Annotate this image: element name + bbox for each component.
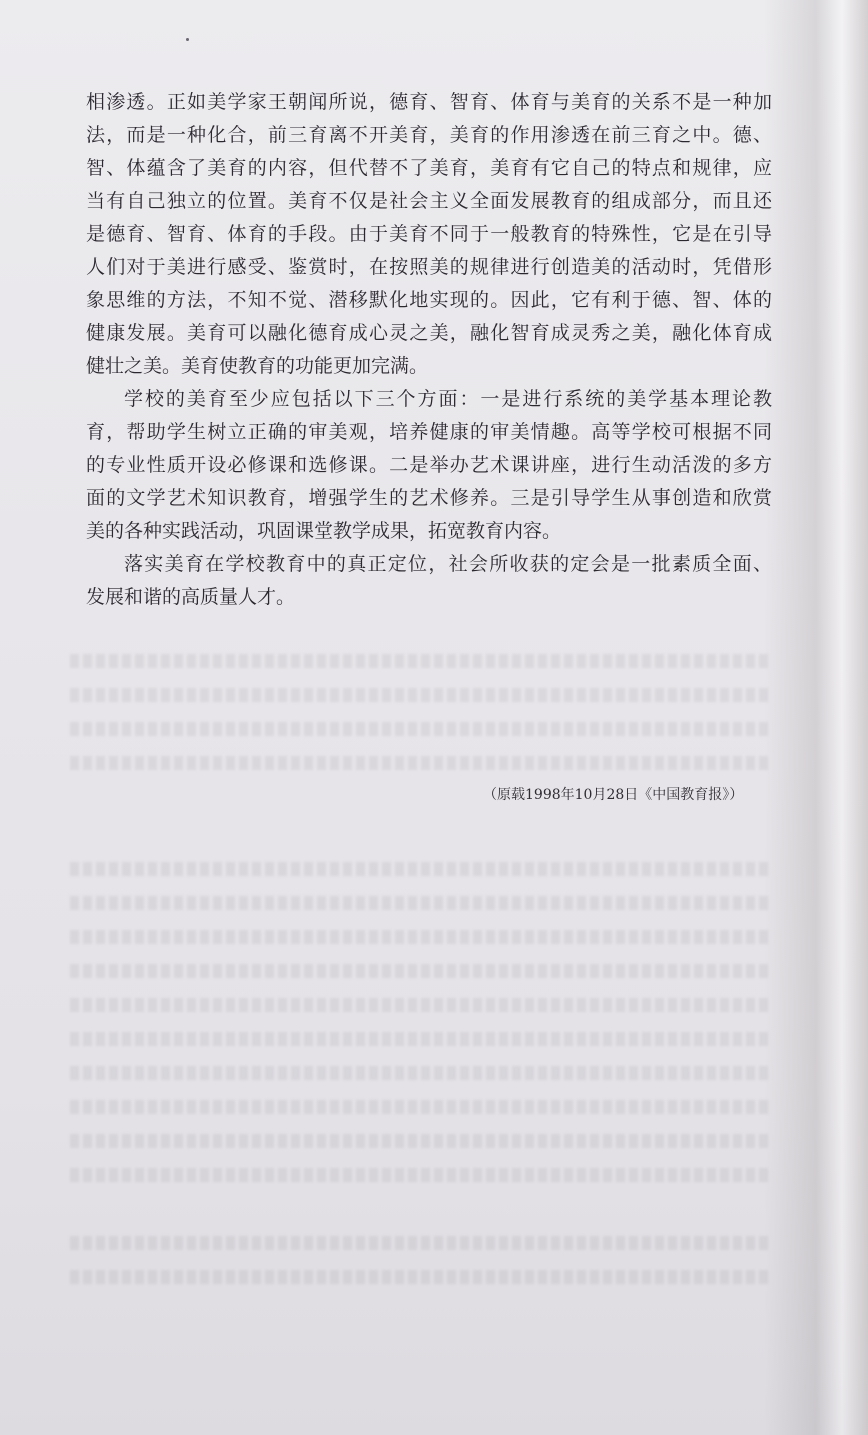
body-text	[86, 86, 772, 614]
text-line: 健壮之美。美育使教育的功能更加完满。	[86, 355, 429, 377]
bleed-through	[70, 688, 770, 702]
bleed-through	[70, 1066, 770, 1080]
text-line: 象思维的方法，不知不觉、潜移默化地实现的。因此，它有利于德、智、体的	[86, 289, 772, 311]
text-line: 相渗透。正如美学家王朝闻所说，德育、智育、体育与美育的关系不是一种加	[86, 91, 772, 113]
bleed-through	[70, 998, 770, 1012]
bleed-through	[70, 1032, 770, 1046]
text-line: 落实美育在学校教育中的真正定位，社会所收获的定会是一批素质全面、	[124, 553, 772, 575]
text-line: 发展和谐的高质量人才。	[86, 586, 296, 608]
source-note: （原载1998年10月28日《中国教育报》）	[483, 787, 744, 803]
text-line: 面的文学艺术知识教育，增强学生的艺术修养。三是引导学生从事创造和欣赏	[86, 487, 772, 509]
text-line: 育，帮助学生树立正确的审美观，培养健康的审美情趣。高等学校可根据不同	[86, 421, 772, 443]
bleed-through	[70, 964, 770, 978]
bleed-through	[70, 1236, 770, 1250]
bleed-through	[70, 1168, 770, 1182]
text-line: 人们对于美进行感受、鉴赏时，在按照美的规律进行创造美的活动时，凭借形	[86, 256, 772, 278]
bleed-through	[70, 654, 770, 668]
text-line: 健康发展。美育可以融化德育成心灵之美，融化智育成灵秀之美，融化体育成	[86, 322, 772, 344]
speck	[186, 38, 189, 41]
bleed-through	[70, 722, 770, 736]
text-line: 的专业性质开设必修课和选修课。二是举办艺术课讲座，进行生动活泼的多方	[86, 454, 772, 476]
text-line: 是德育、智育、体育的手段。由于美育不同于一般教育的特殊性，它是在引导	[86, 223, 772, 245]
bleed-through	[70, 1100, 770, 1114]
bleed-through	[70, 862, 770, 876]
bleed-through	[70, 896, 770, 910]
text-line: 学校的美育至少应包括以下三个方面：一是进行系统的美学基本理论教	[124, 388, 772, 410]
text-line: 美的各种实践活动，巩固课堂教学成果，拓宽教育内容。	[86, 520, 562, 542]
paragraph	[86, 548, 772, 614]
bleed-through	[70, 1134, 770, 1148]
paragraph	[86, 86, 772, 383]
text-line: 当有自己独立的位置。美育不仅是社会主义全面发展教育的组成部分，而且还	[86, 190, 772, 212]
paragraph	[86, 383, 772, 548]
text-line: 智、体蕴含了美育的内容，但代替不了美育，美育有它自己的特点和规律，应	[86, 157, 772, 179]
text-line: 法，而是一种化合，前三育离不开美育，美育的作用渗透在前三育之中。德、	[86, 124, 772, 146]
bleed-through	[70, 756, 770, 770]
bleed-through	[70, 930, 770, 944]
bleed-through	[70, 1270, 770, 1284]
